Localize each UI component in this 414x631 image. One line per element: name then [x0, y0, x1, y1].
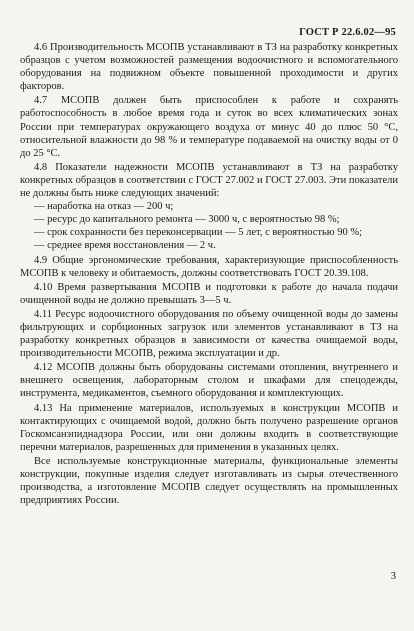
- paragraph-4-8: 4.8 Показатели надежности МСОПВ устанавливают в ТЗ на разработку конкретных образцов в соответствии с ГОСТ 27.002 и ГОСТ 27.003. Эти показатели не должны быть ниже следующих значений:: [20, 161, 398, 200]
- paragraph-4-6: 4.6 Производительность МСОПВ устанавливают в ТЗ на разработку конкретных образцов с учетом возможностей размещения водоочистного и вспомогательного оборудования на подвижном объекте повышенной проходимости и других факторов.: [20, 42, 398, 93]
- paragraph-4-9: 4.9 Общие эргономические требования, характеризующие приспособленность МСОПВ к человеку и обитаемость, должны соответствовать ГОСТ 20.39.108.: [20, 254, 398, 279]
- list-item-overhaul-resource: — ресурс до капитального ремонта — 3000 ч, с вероятностью 98 %;: [34, 214, 340, 226]
- paragraph-materials: Все используемые конструкционные материалы, функциональные элементы конструкции, покупные изделия следует изготавливать из сырья отечественного производства, а изготовление МСОПВ следует осуществлять на промышленных предприятиях России.: [20, 455, 398, 507]
- paragraph-4-7: 4.7 МСОПВ должен быть приспособлен к работе и сохранять работоспособность в любое время года и суток во всех климатических зонах России при температурах окружающего воздуха от минус 40 до плюс 50 °С, относительной влажности до 98 % и температуре подаваемой на очистку воды от 0 до 25 °С.: [20, 95, 398, 159]
- paragraph-4-12: 4.12 МСОПВ должны быть оборудованы системами отопления, внутреннего и внешнего освещения, лабораторным столом и шкафами для спецодежды, инструмента, медикаментов, съемного оборудования и комплектующих.: [20, 362, 398, 400]
- paragraph-4-13: 4.13 На применение материалов, используемых в конструкции МСОПВ и контактирующих с очищаемой водой, должно быть получено разрешение органов Госкомсанэпиднадзора России, или они должны входить в соответствующие перечни материалов, разрешенных для применения в указанных целях.: [20, 402, 398, 453]
- standard-header: ГОСТ Р 22.6.02—95: [299, 27, 396, 38]
- page-number: 3: [390, 571, 396, 582]
- paragraph-4-10: 4.10 Время развертывания МСОПВ и подготовки к работе до начала подачи очищенной воды не должно превышать 3—5 ч.: [20, 281, 398, 306]
- paragraph-4-11: 4.11 Ресурс водоочистного оборудования по объему очищенной воды до замены фильтрующих и сорбционных загрузок или элементов устанавливают в ТЗ на разработку конкретных образцов в зависимости от качества очищаемой воды, производительности МСОПВ, режима эксплуатации и др.: [20, 308, 398, 360]
- list-item-storage-life: — срок сохранности без переконсервации — 5 лет, с вероятностью 90 %;: [34, 227, 363, 239]
- list-item-mtbf: — наработка на отказ — 200 ч;: [34, 201, 174, 213]
- list-item-recovery-time: — среднее время восстановления — 2 ч.: [34, 240, 216, 252]
- document-body: [20, 41, 398, 507]
